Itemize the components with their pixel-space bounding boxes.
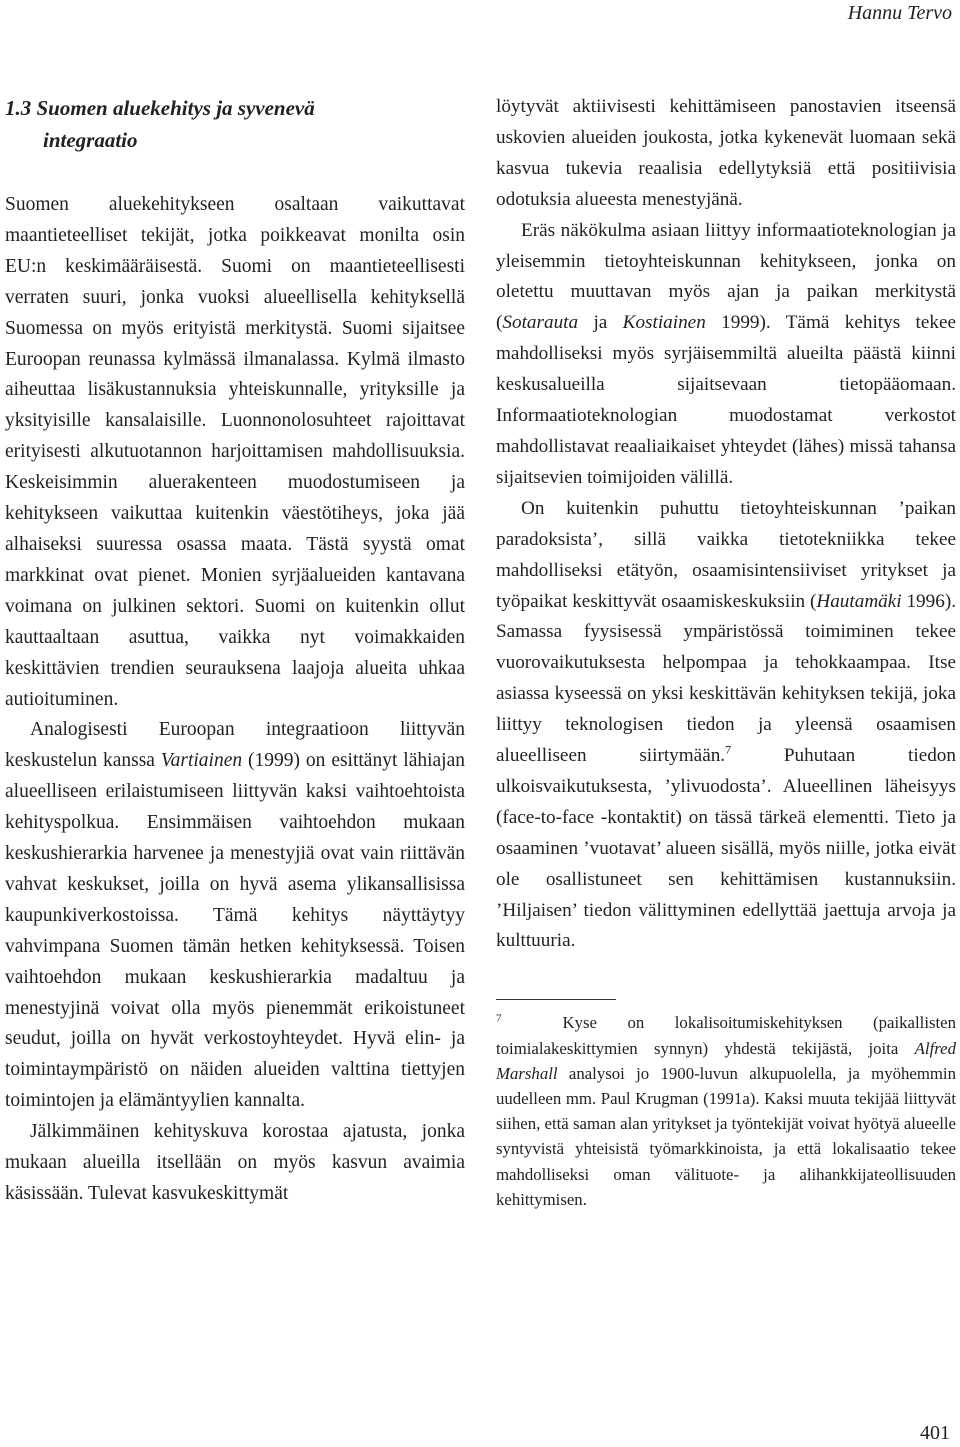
- body-paragraph: löytyvät aktiivisesti kehittämiseen panostavien itseensä uskovien alueiden joukosta, jotka kykenevät luomaan sekä kasvua tukevia reaalisia edellytyksiä että positiivisia odotuksia alueesta menestyjänä.: [496, 96, 956, 210]
- footnote-text: [496, 1010, 956, 1212]
- body-paragraph: Jälkimmäinen kehityskuva korostaa ajatusta, jonka mukaan alueilla itsellään on myös kasvun avaimia käsissään. Tulevat kasvukeskittymät: [5, 1121, 465, 1204]
- paragraph-text: Eräs näkökulma asiaan liittyy informaatioteknologian ja yleisemmin tietoyhteiskunnan kehitykseen, jonka on oletettu muuttavan myös ajan ja paikan merkitystä (: [496, 219, 956, 334]
- page-number: 401: [920, 1422, 950, 1444]
- paragraph-text: ja: [578, 312, 623, 334]
- paragraph-text: 1996). Samassa fyysisessä ympäristössä toimiminen tekee vuorovaikutuksesta helpompaa ja tehokkaampaa. Itse asiassa kyseessä on yksi keskittävän kehityksen tekijä, joka liittyy teknologisen tiedon ja yleensä osaamisen alueelliseen siirtymään.: [496, 590, 957, 767]
- author-citation: Alfred Marshall: [496, 1038, 956, 1083]
- running-header-author: Hannu Tervo: [847, 2, 952, 24]
- paragraph-text: Kyse on lokalisoitumiskehityksen (paikallisten toimialakeskittymien synnyn) yhdestä tekijästä, joita: [496, 1013, 957, 1058]
- paragraph-text: analysoi jo 1900-luvun alkupuolella, ja myöhemmin uudelleen mm. Paul Krugman (1991a). Kaksi muuta tekijää liittyvät siihen, että saman alan yritykset ja työntekijät voivat hyötyä alueelle syntyvistä yhteisistä työmarkkinoista, ja että lokalisaatio tekee mahdolliseksi oman välituote- ja alihankkijateollisuuden kehittymisen.: [496, 1063, 956, 1209]
- footnote-number: 7: [496, 1012, 502, 1025]
- paragraph-text: On kuitenkin puhuttu tietoyhteiskunnan ’paikan paradoksista’, sillä vaikka tietotekniikka tekee mahdolliseksi etätyön, osaamisintensiiviset yritykset ja työpaikat keskittyvät osaamiskeskuksiin (: [496, 497, 956, 612]
- body-paragraph: [5, 715, 465, 1117]
- body-paragraph: [496, 216, 956, 494]
- paragraph-text: Analogisesti Euroopan integraatioon liittyvän keskustelun kanssa: [5, 719, 465, 772]
- section-heading-line2: integraatio: [43, 128, 138, 152]
- footnote-reference: 7: [725, 742, 732, 757]
- author-citation: Kostiainen: [622, 312, 706, 334]
- body-paragraph: [496, 494, 956, 958]
- paragraph-text: Puhutaan tiedon ulkoisvaikutuksesta, ’ylivuodosta’. Alueellinen läheisyys (face-to-face -kontaktit) on tässä tärkeä elementti. Tieto ja osaaminen ’vuotavat’ alueen sisällä, myös niille, jotka eivät ole osallistuneet sen kehittämisen kustannuksiin. ’Hiljaisen’ tiedon välittyminen edellyttää jaettuja arvoja ja kulttuuria.: [496, 745, 956, 952]
- paragraph-text: (1999) on esittänyt lähiajan alueelliseen erilaistumiseen liittyvän kaksi vaihtoehtoista kehityspolkua. Ensimmäisen vaihtoehdon mukaan keskushierarkia harvenee ja menestyjiä ovat vain riittävän vahvat keskukset, joilla on hyvä asema ylikansallisissa kaupunkiverkostoissa. Tämä kehitys näyttäytyy vahvimpana Suomen tämän hetken kehityksessä. Toisen vaihtoehdon mukaan keskushierarkia madaltuu ja menestyjinä voivat olla myös pienemmät erikoistuneet seudut, joilla on hyvät verkostoyhteydet. Hyvä elin- ja toimintaympäristö on näiden alueiden valttina tiettyjen toimintojen ja elämäntyylien kannalta.: [5, 750, 466, 1112]
- section-heading-line1: 1.3 Suomen aluekehitys ja syvenevä: [5, 96, 315, 120]
- footnote-divider: [496, 999, 616, 1000]
- paragraph-text: 1999). Tämä kehitys tekee mahdolliseksi myös syrjäisemmiltä alueilta päästä kiinni keskusalueilla sijaitsevaan tietopääomaan. Informaatioteknologian muodostamat verkostot mahdollistavat reaaliaikaiset yhteydet (lähes) missä tahansa sijaitsevien toimijoiden välillä.: [496, 312, 956, 488]
- left-column: [5, 92, 465, 1210]
- right-column: [496, 92, 956, 1212]
- section-heading: [5, 92, 465, 156]
- author-citation: Vartiainen: [160, 750, 243, 772]
- author-citation: Hautamäki: [816, 590, 902, 612]
- author-citation: Sotarauta: [502, 312, 579, 334]
- footnote: [496, 1010, 956, 1212]
- body-paragraph: Suomen aluekehitykseen osaltaan vaikuttavat maantieteelliset tekijät, jotka poikkeavat monilta osin EU:n keskimääräisestä. Suomi on maantieteellisesti verraten suuri, jonka vuoksi alueellisella kehityksellä Suomessa on myös erityistä merkitystä. Suomi sijaitsee Euroopan reunassa kylmässä ilmanalassa. Kylmä ilmasto aiheuttaa lisäkustannuksia yhteiskunnalle, yrityksille ja yksityisille kansalaisille. Luonnonolosuhteet rajoittavat erityisesti alkutuotannon harjoittamisen mahdollisuuksia. Keskeisimmin aluerakenteen muodostumiseen ja kehitykseen vaikuttaa kuitenkin väestötiheys, joka jää alhaiseksi suuressa osassa maata. Tästä syystä omat markkinat ovat pienet. Monien syrjäalueiden kantavana voimana on julkinen sektori. Suomi on kuitenkin ollut kauttaaltaan asuttua, vaikka nyt voimakkaiden keskittävien trendien seurauksena laajoja alueita uhkaa autioituminen.: [5, 194, 465, 710]
